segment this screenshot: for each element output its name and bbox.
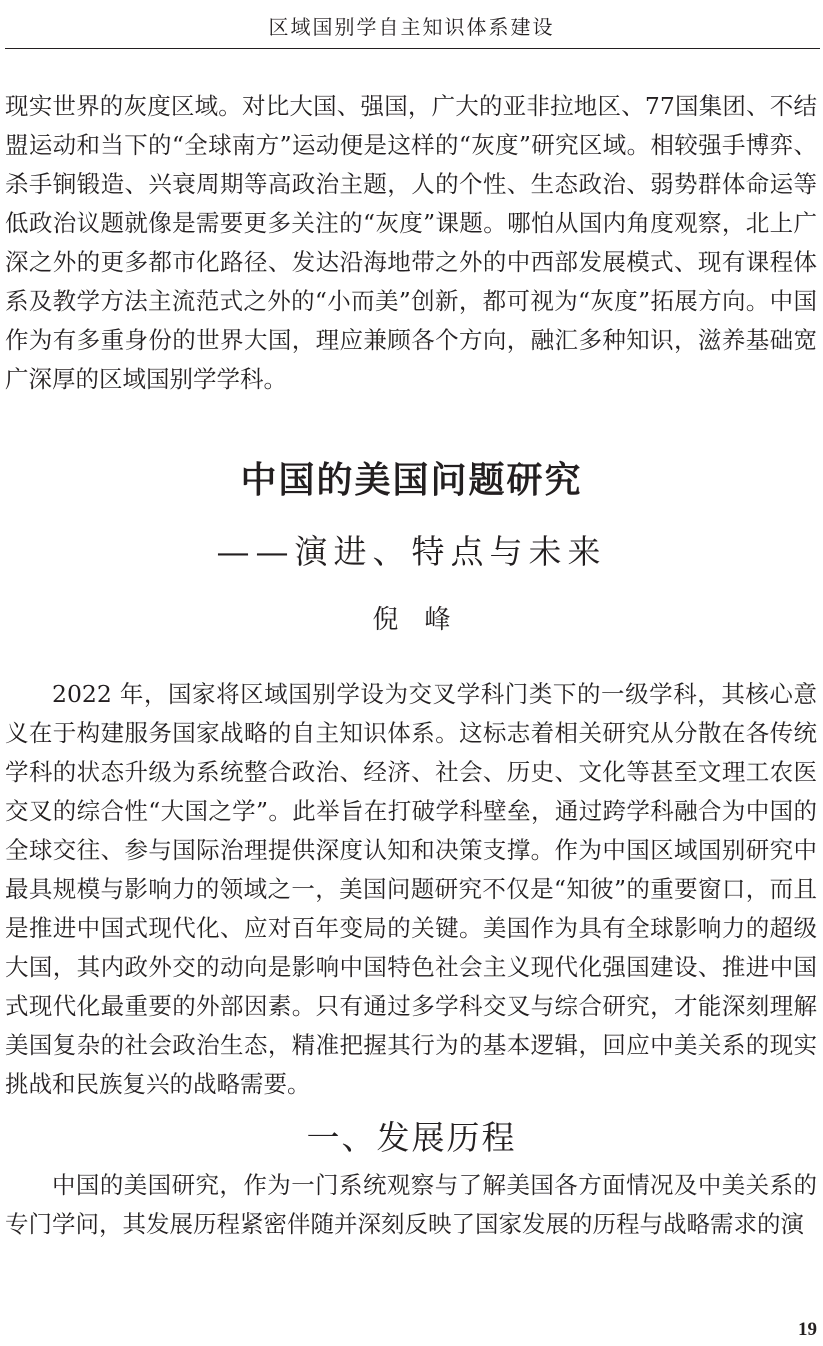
article-author: 倪峰 (372, 605, 477, 635)
page-number: 19 (798, 1319, 817, 1340)
body-paragraph-intro: 2022 年，国家将区域国别学设为交叉学科门类下的一级学科，其核心意义在于构建服务国家战略的自主知识体系。这标志着相关研究从分散在各传统学科的状态升级为系统整合政治、经济、社会、历史、文化等甚至文理工农医交叉的综合性“大国之学”。此举旨在打破学科壁垒，通过跨学科融合为中国的全球交往、参与国际治理提供深度认知和决策支撑。作为中国区域国别研究中最具规模与影响力的领域之一，美国问题研究不仅是“知彼”的重要窗口，而且是推进中国式现代化、应对百年变局的关键。美国作为具有全球影响力的超级大国，其内政外交的动向是影响中国特色社会主义现代化强国建设、推进中国式现代化最重要的外部因素。只有通过多学科交叉与综合研究，才能深刻理解美国复杂的社会政治生态，精准把握其行为的基本逻辑，回应中美关系的现实挑战和民族复兴的战略需要。 (5, 680, 817, 1098)
running-header: 区域国别学自主知识体系建设 (268, 15, 555, 39)
body-paragraph-section-1: 中国的美国研究，作为一门系统观察与了解美国各方面情况及中美关系的专门学问，其发展历程紧密伴随并深刻反映了国家发展的历程与战略需求的演 (5, 1171, 817, 1238)
section-heading: 一、发展历程 (306, 1118, 517, 1157)
header-rule (5, 48, 820, 49)
article-title: 中国的美国问题研究 (240, 460, 583, 501)
body-paragraph-continued: 现实世界的灰度区域。对比大国、强国，广大的亚非拉地区、77国集团、不结盟运动和当下的“全球南方”运动便是这样的“灰度”研究区域。相较强手博弈、杀手锏锻造、兴衰周期等高政治主题，人的个性、生态政治、弱势群体命运等低政治议题就像是需要更多关注的“灰度”课题。哪怕从国内角度观察，北上广深之外的更多都市化路径、发达沿海地带之外的中西部发展模式、现有课程体系及教学方法主流范式之外的“小而美”创新，都可视为“灰度”拓展方向。中国作为有多重身份的世界大国，理应兼顾各个方向，融汇多种知识，滋养基础宽广深厚的区域国别学学科。 (5, 92, 817, 393)
article-subtitle: ——演进、特点与未来 (216, 532, 607, 571)
